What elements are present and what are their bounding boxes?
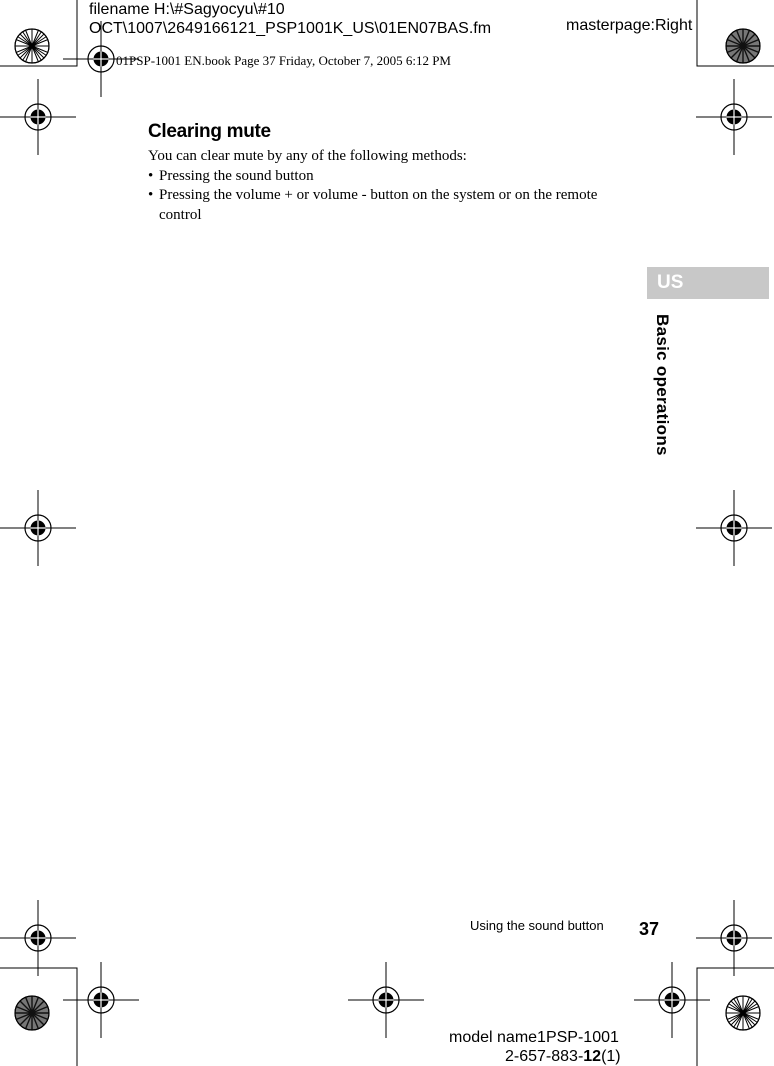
registration-crosshair-icon	[63, 962, 139, 1038]
model-code-line	[505, 1047, 621, 1066]
side-tab-label: US	[657, 272, 684, 293]
registration-crosshair-icon	[634, 962, 710, 1038]
registration-crosshair-icon	[348, 962, 424, 1038]
model-code-prefix: 2-657-883-	[505, 1048, 584, 1065]
page-number: 37	[639, 919, 660, 939]
registration-crosshair-icon	[0, 490, 76, 566]
registration-star-target-icon	[15, 996, 49, 1030]
footer-section-title: Using the sound button	[470, 918, 604, 933]
body-text	[148, 147, 628, 225]
intro-paragraph: You can clear mute by any of the following methods:	[148, 148, 467, 164]
model-code-suffix: (1)	[601, 1048, 621, 1065]
side-section-label: Basic operations	[653, 314, 672, 456]
model-code-bold: 12	[583, 1048, 602, 1065]
methods-list	[148, 167, 628, 226]
book-info-line: 01PSP-1001 EN.book Page 37 Friday, October 7, 2005 6:12 PM	[116, 53, 451, 68]
filename-line-2: OCT\1007\2649166121_PSP1001K_US\01EN07BAS.fm	[89, 20, 492, 37]
section-title: Clearing mute	[148, 121, 271, 142]
registration-star-target-icon	[15, 29, 49, 63]
registration-star-target-icon	[726, 996, 760, 1030]
registration-crosshair-icon	[696, 79, 772, 155]
masterpage-label: masterpage:Right	[566, 17, 693, 34]
registration-star-target-icon	[726, 29, 760, 63]
model-name-line: model name1PSP-1001	[449, 1029, 619, 1046]
list-item: • Pressing the sound button	[148, 167, 628, 187]
registration-crosshair-icon	[0, 79, 76, 155]
list-item: • Pressing the volume + or volume - button on the system or on the remote control	[148, 186, 628, 225]
registration-crosshair-icon	[0, 900, 76, 976]
registration-crosshair-icon	[696, 900, 772, 976]
filename-line-1: filename H:\#Sagyocyu\#10	[89, 1, 285, 18]
registration-crosshair-icon	[696, 490, 772, 566]
